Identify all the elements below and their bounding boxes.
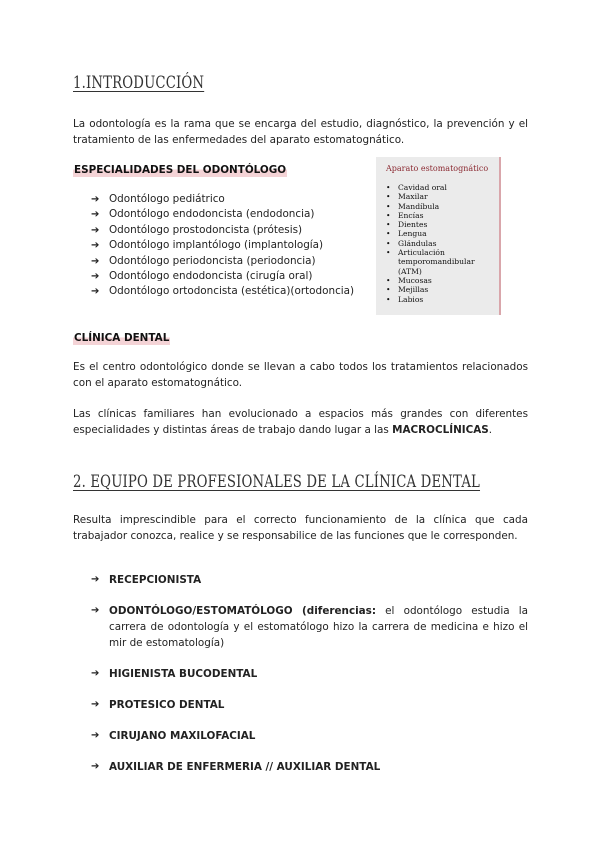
callout-title: Aparato estomatognático [386,164,489,173]
bullet-icon: • [386,210,391,220]
bullet-icon: • [386,248,391,258]
arrow-right-icon: ➔ [91,761,100,772]
clinica-paragraph-2: Las clínicas familiares han evolucionado a espacios más grandes con diferentes especialidades y distintas áreas de trabajo dando lugar a las MACROCLÍNICAS. [73,408,528,436]
arrow-right-icon: ➔ [91,286,100,298]
list-item: ➔ AUXILIAR DE ENFERMERIA // AUXILIAR DENTAL [91,761,381,773]
list-item: ➔ HIGIENISTA BUCODENTAL [91,668,258,680]
bullet-icon: • [386,294,391,304]
arrow-right-icon: ➔ [91,224,100,236]
callout-item: • Maxilar [386,192,428,202]
especialidades-title: ESPECIALIDADES DEL ODONTÓLOGO [74,164,287,176]
list-item: ➔ Odontólogo ortodoncista (estética)(ortodoncia) [91,284,354,299]
callout-item: • Lengua [386,229,427,239]
bullet-icon: • [386,238,391,248]
list-item: ➔ Odontólogo endodoncista (cirugía oral) [91,269,354,284]
bullet-icon: • [386,201,391,211]
bullet-icon: • [386,275,391,285]
arrow-right-icon: ➔ [91,240,100,252]
arrow-right-icon: ➔ [91,209,100,221]
callout-item: • Dientes [386,220,428,230]
bullet-icon: • [386,285,391,295]
bullet-icon: • [386,192,391,202]
bullet-icon: • [386,220,391,230]
section-1-heading: 1.INTRODUCCIÓN [73,73,205,93]
intro-paragraph: La odontología es la rama que se encarga del estudio, diagnóstico, la prevención y el tratamiento de las enfermedades del aparato estomatognático. [73,118,528,146]
arrow-right-icon: ➔ [91,194,100,205]
callout-item: • Cavidad oral [386,183,447,192]
section-2-heading: 2. EQUIPO DE PROFESIONALES DE LA CLÍNICA DENTAL [73,472,481,492]
callout-item: • Mucosas [386,275,432,285]
list-item: ➔ RECEPCIONISTA [91,574,202,586]
equipo-intro-paragraph: Resulta imprescindible para el correcto funcionamiento de la clínica que cada trabajador conozca, realice y se responsabilice de las funciones que le corresponden. [73,514,528,542]
arrow-right-icon: ➔ [91,605,100,616]
callout-list [386,183,493,304]
arrow-right-icon: ➔ [91,574,100,585]
list-item: ➔ Odontólogo periodoncista (periodoncia) [91,254,354,269]
macroclinicas-term: MACROCLÍNICAS [392,424,489,436]
clinica-paragraph-1: Es el centro odontológico donde se llevan a cabo todos los tratamientos relacionados con el aparato estomatognático. [73,361,528,389]
list-item: ➔ Odontólogo prostodoncista (prótesis) [91,223,354,238]
arrow-right-icon: ➔ [91,255,100,267]
arrow-right-icon: ➔ [91,730,100,741]
list-item: ➔ Odontólogo implantólogo (implantología) [91,238,354,253]
callout-item: • Glándulas [386,238,437,248]
list-item: ➔ ODONTÓLOGO/ESTOMATÓLOGO (diferencias: el odontólogo estudia la carrera de odontología y el estomatólogo hizo la carrera de medicina e hizo el mir de estomatología) [91,605,528,649]
callout-item: • Articulación temporomandibular (ATM) [386,248,475,276]
callout-item: • Mejillas [386,285,429,295]
bullet-icon: • [386,183,391,192]
callout-item: • Encías [386,210,424,220]
arrow-right-icon: ➔ [91,699,100,710]
list-item: ➔ CIRUJANO MAXILOFACIAL [91,730,256,742]
roles-list [91,572,528,790]
clinica-title: CLÍNICA DENTAL [74,332,170,344]
bullet-icon: • [386,229,391,239]
list-item: ➔ Odontólogo pediátrico [91,192,354,207]
arrow-right-icon: ➔ [91,668,100,679]
list-item: ➔ PROTESICO DENTAL [91,699,225,711]
list-item: ➔ Odontólogo endodoncista (endodoncia) [91,207,354,222]
arrow-right-icon: ➔ [91,271,100,283]
especialidades-list [91,192,354,300]
aparato-callout-box [376,157,501,315]
callout-item: • Mandíbula [386,201,440,211]
callout-item: • Labios [386,294,424,304]
